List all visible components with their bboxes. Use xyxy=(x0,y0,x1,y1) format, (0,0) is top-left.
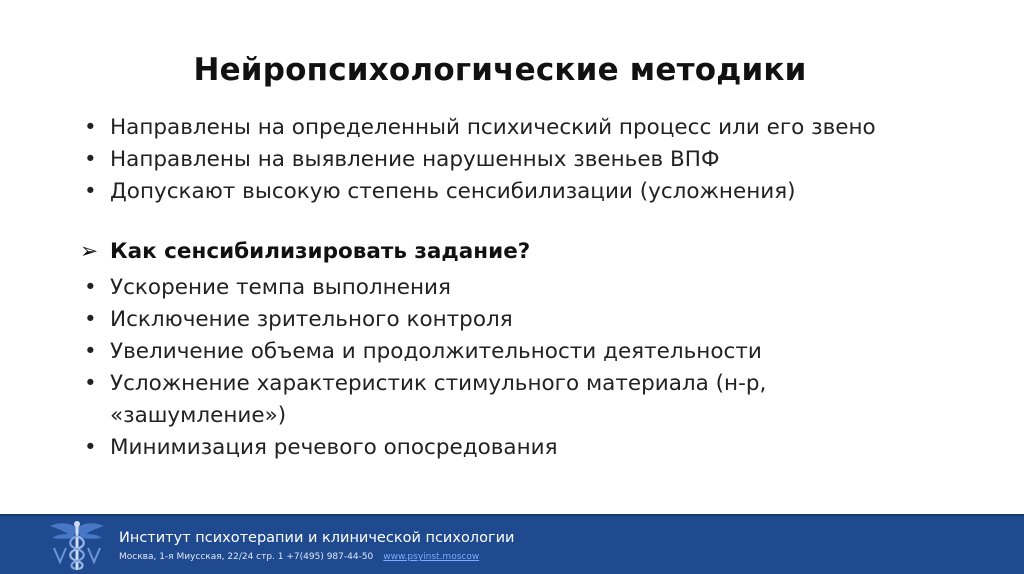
bullet-icon: • xyxy=(84,147,97,172)
website-link[interactable]: www.psyinst.moscow xyxy=(383,552,480,562)
bullet-icon: • xyxy=(84,275,97,300)
list-item xyxy=(80,272,1010,304)
spacer xyxy=(80,208,1010,236)
bullet-icon: • xyxy=(84,179,97,204)
question-text: Как сенсибилизировать задание? xyxy=(110,239,531,264)
list-item-text: Направлены на выявление нарушенных звеньев ВПФ xyxy=(110,147,720,172)
list-item-text: Ускорение темпа выполнения xyxy=(110,275,451,300)
bullet-icon: • xyxy=(84,371,97,396)
footer-bar xyxy=(0,514,1024,574)
list-item-text: Допускают высокую степень сенсибилизации (усложнения) xyxy=(110,179,796,204)
caduceus-logo-icon xyxy=(46,518,108,572)
list-item xyxy=(80,176,1010,208)
bullet-icon: • xyxy=(84,339,97,364)
bullet-icon: • xyxy=(84,435,97,460)
address-text: Москва, 1-я Миусская, 22/24 стр. 1 +7(495) 987-44-50 xyxy=(119,552,374,562)
question-heading xyxy=(80,236,1010,268)
list-item-text: Направлены на определенный психический процесс или его звено xyxy=(110,115,876,140)
bullet-icon: • xyxy=(84,115,97,140)
list-item-text: Минимизация речевого опосредования xyxy=(110,435,558,460)
slide-title: Нейропсихологические методики xyxy=(193,52,807,88)
list-item-text: Усложнение характеристик стимульного материала (н-р, «зашумление») xyxy=(110,371,767,428)
arrow-bullet-icon: ➢ xyxy=(80,239,99,264)
list-item xyxy=(80,336,1010,368)
list-item xyxy=(80,112,1010,144)
list-item xyxy=(80,144,1010,176)
list-item-text: Увеличение объема и продолжительности деятельности xyxy=(110,339,762,364)
institute-name: Институт психотерапии и клинической психологии xyxy=(119,530,515,546)
list-item xyxy=(80,432,1010,464)
top-bullet-list xyxy=(80,112,1010,208)
slide-content xyxy=(80,112,1010,464)
list-item xyxy=(80,368,870,432)
bullet-icon: • xyxy=(84,307,97,332)
institute-address xyxy=(119,552,479,562)
bottom-bullet-list xyxy=(80,272,1010,464)
list-item xyxy=(80,304,1010,336)
list-item-text: Исключение зрительного контроля xyxy=(110,307,513,332)
